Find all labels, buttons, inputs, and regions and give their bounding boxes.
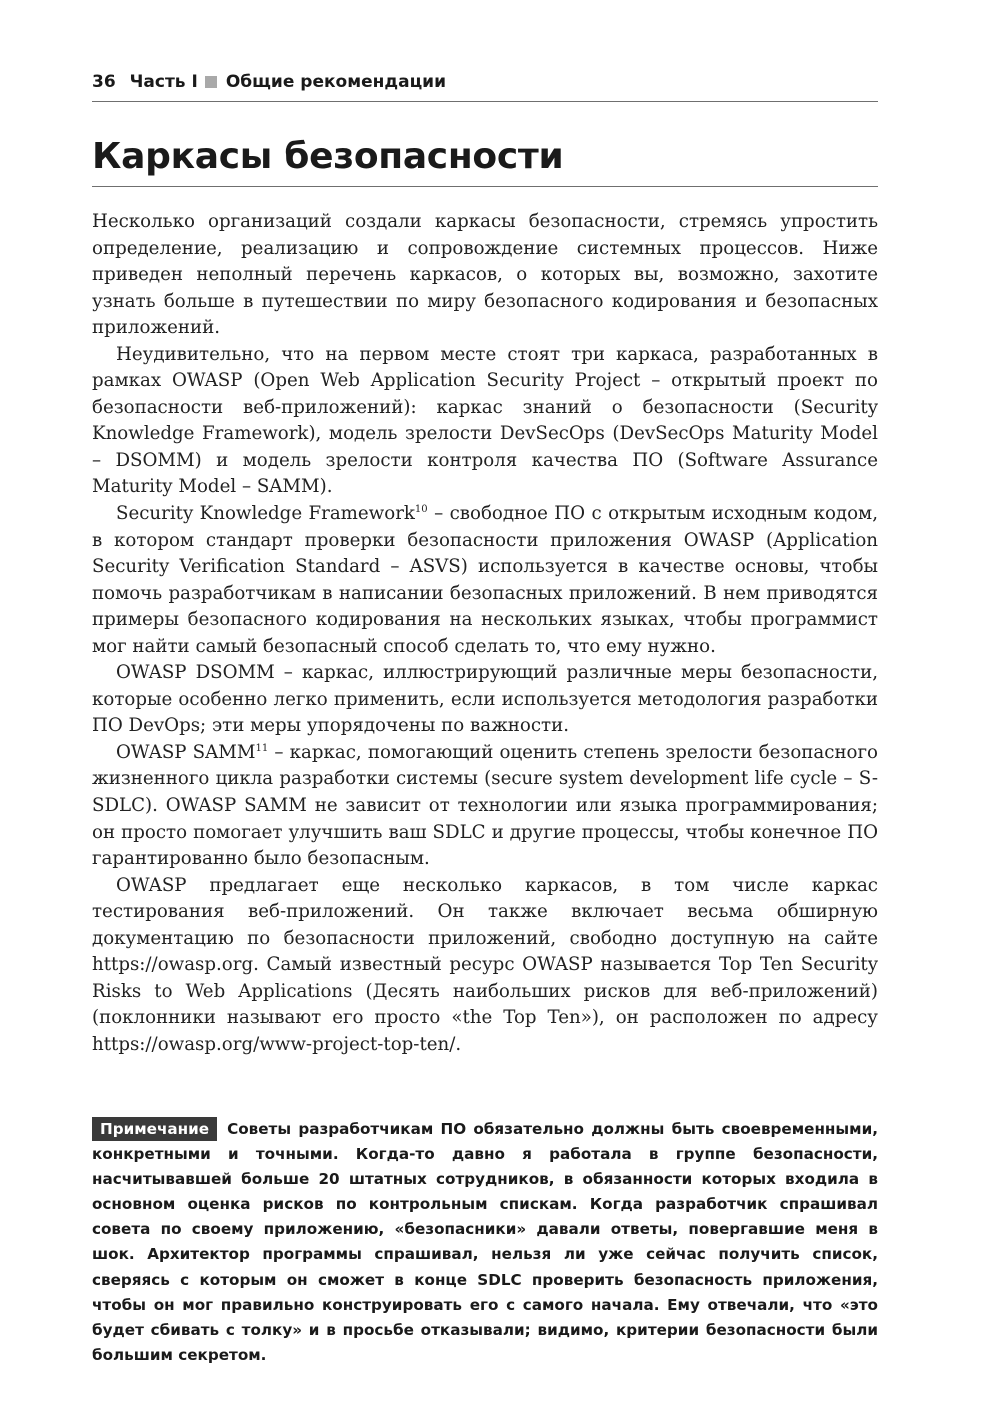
chapter-label: Общие рекомендации [225,72,446,92]
paragraph-1: Несколько организаций создали каркасы безопасности, стремясь упростить определение, реализацию и сопровождение системных процессов. Ниже приведен неполный перечень каркасов, о которых вы, возможно, захотите узнать больше в путешествии по миру безопасного кодирования и безопасных приложений. [92,211,878,339]
page-number: 36 [92,72,116,92]
paragraph-3-lead: Security Knowledge Framework [116,503,415,525]
note-text: Советы разработчикам ПО обязательно должны быть своевременными, конкретными и точными. Когда-то давно я работала в группе безопасности, насчитывавшей больше 20 штатных сотрудников, в обязанности которых входила в основном оценка рисков по контрольным спискам. Когда разработчик спрашивал совета по своему приложению, «безопасники» давали ответы, повергавшие меня в шок. Архитектор программы спрашивал, нельзя ли уже сейчас получить список, сверяясь с которым он сможет в конце SDLC проверить безопасность приложения, чтобы он мог правильно конструировать его с самого начала. Ему отвечали, что «это будет сбивать с толку» и в просьбе отказывали; видимо, критерии безопасности были большим секретом. [92,1120,878,1364]
footnote-ref-11: 11 [255,742,269,754]
paragraph-4: OWASP DSOMM – каркас, иллюстрирующий различные меры безопасности, которые особенно легко применить, если используется методология разработки ПО DevOps; эти меры упорядочены по важности. [92,662,878,737]
separator-square-icon [205,76,217,88]
body-text [92,209,878,1059]
part-label: Часть I [129,72,198,92]
paragraph-3-rest: – свободное ПО с открытым исходным кодом, в котором стандарт проверки безопасности приложения OWASP (Application Security Verification Standard – ASVS) используется в качестве основы, чтобы помочь разработчикам в написании безопасных приложений. В нем приводятся примеры безопасного кодирования на нескольких языках, чтобы программист мог найти самый безопасный способ сделать то, что ему нужно. [92,503,878,657]
section-title: Каркасы безопасности [92,136,564,177]
paragraph-5 [92,740,878,873]
footnote-ref-10: 10 [414,504,428,516]
paragraph-5-lead: OWASP SAMM [116,741,256,763]
paragraph-3 [92,501,878,660]
paragraph-2: Неудивительно, что на первом месте стоят три каркаса, разработанных в рамках OWASP (Open Web Application Security Project – открытый проект по безопасности веб-приложений): каркас знаний о безопасности (Security Knowledge Framework), модель зрелости DevSecOps (DevSecOps Maturity Model – DSOMM) и модель зрелости контроля качества ПО (Software Assurance Maturity Model – SAMM). [92,343,878,498]
paragraph-6: OWASP предлагает еще несколько каркасов, в том числе каркас тестирования веб-приложений. Он также включает весьма обширную документацию по безопасности приложений, свободно доступную на сайте https://owasp.org. Самый известный ресурс OWASP называется Top Ten Security Risks to Web Applications (Десять наибольших рисков для веб-приложений) (поклонники называют его просто «the Top Ten»), он расположен по адресу https://owasp.org/www-project-top-ten/. [92,874,878,1055]
running-header [92,70,878,94]
header-rule [92,101,878,102]
note-box [92,1117,878,1368]
note-label: Примечание [92,1117,217,1141]
paragraph-5-rest: – каркас, помогающий оценить степень зрелости безопасного жизненного цикла разработки системы (secure system development life cycle – S-SDLC). OWASP SAMM не зависит от технологии или языка программирования; он просто помогает улучшить ваш SDLC и другие процессы, чтобы конечное ПО гарантированно было безопасным. [92,741,878,870]
title-rule [92,186,878,187]
